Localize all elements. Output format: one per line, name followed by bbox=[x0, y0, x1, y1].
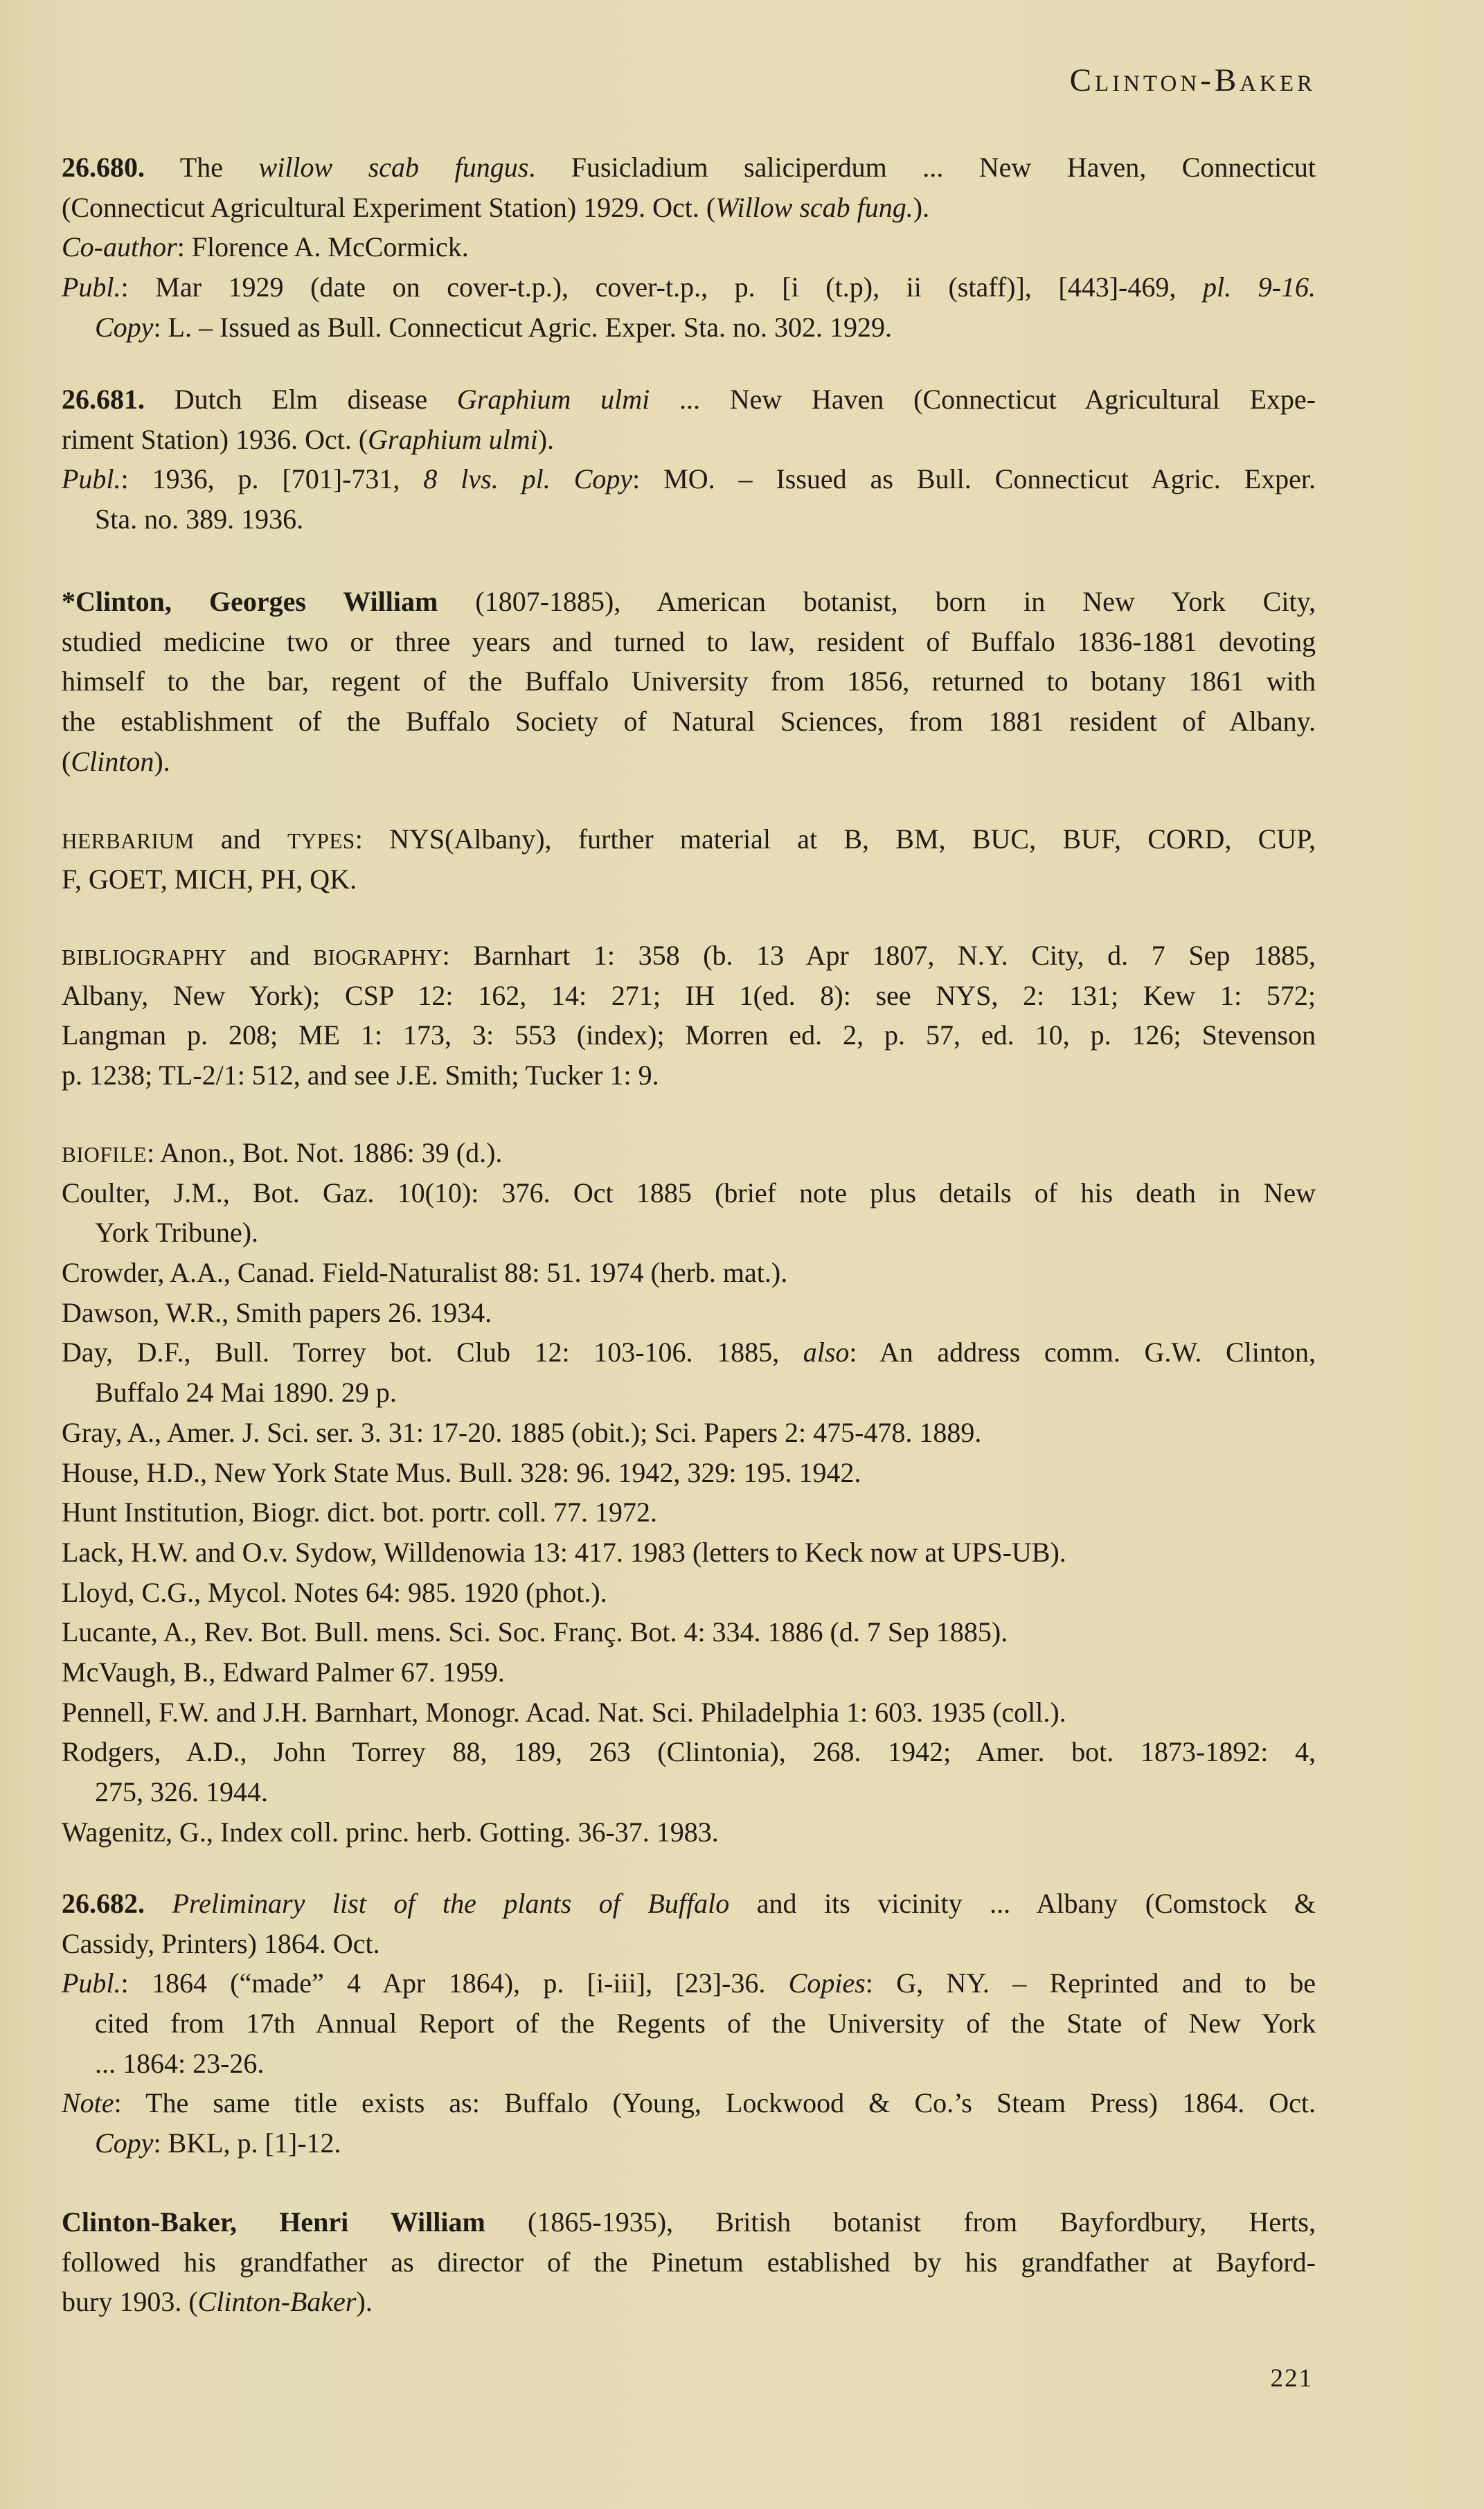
text-line bbox=[62, 582, 1316, 622]
italic-text: Co-author bbox=[62, 231, 177, 263]
text-run: ( bbox=[62, 745, 71, 777]
text-run: : An address comm. G.W. Clinton, bbox=[849, 1337, 1316, 1368]
text-run: ). bbox=[537, 423, 555, 455]
italic-text: Preliminary list of the plants of Buffalo bbox=[172, 1888, 730, 1919]
section-label: TYPES bbox=[287, 829, 355, 853]
text-run: (1865-1935), British botanist from Bayfordbury, Herts, bbox=[485, 2206, 1316, 2238]
text-line bbox=[62, 1492, 1316, 1533]
text-run: : BKL, p. [1]-12. bbox=[153, 2127, 341, 2159]
text-run: Lack, H.W. and O.v. Sydow, Willdenowia 13: 417. 1983 (letters to Keck now at UPS-UB). bbox=[62, 1536, 1066, 1568]
italic-text: Publ. bbox=[62, 1967, 121, 1999]
biography-clinton-baker bbox=[62, 2202, 1316, 2322]
text-run: Rodgers, A.D., John Torrey 88, 189, 263 (Clintonia), 268. 1942; Amer. bot. 1873-1892: 4, bbox=[62, 1736, 1316, 1768]
text-run: York Tribune). bbox=[95, 1217, 259, 1249]
entry-26-680 bbox=[62, 148, 1316, 347]
text-run: House, H.D., New York State Mus. Bull. 328: 96. 1942, 329: 195. 1942. bbox=[62, 1456, 861, 1488]
text-run: Coulter, J.M., Bot. Gaz. 10(10): 376. Oct 1885 (brief note plus details of his death in New bbox=[62, 1177, 1316, 1208]
text-run: Hunt Institution, Biogr. dict. bot. portr. coll. 77. 1972. bbox=[62, 1497, 657, 1528]
text-run: : Barnhart 1: 358 (b. 13 Apr 1807, N.Y. City, d. 7 Sep 1885, bbox=[442, 940, 1316, 971]
text-line bbox=[62, 976, 1316, 1016]
text-line bbox=[62, 1772, 1316, 1812]
italic-text: Copies bbox=[788, 1967, 866, 1999]
text-run: ). bbox=[913, 191, 930, 223]
text-line bbox=[62, 622, 1316, 662]
text-line bbox=[62, 1732, 1316, 1772]
text-line bbox=[62, 1652, 1316, 1693]
italic-text: Note bbox=[62, 2087, 114, 2119]
text-line bbox=[62, 1293, 1316, 1333]
text-line bbox=[62, 661, 1316, 702]
text-run: Day, D.F., Bull. Torrey bot. Club 12: 103-106. 1885, bbox=[62, 1337, 803, 1368]
text-run: (1807-1885), American botanist, born in New York City, bbox=[438, 586, 1316, 617]
italic-text: Graphium ulmi bbox=[368, 423, 538, 455]
section-label: BIOGRAPHY bbox=[313, 945, 442, 970]
bibliography-and-biography bbox=[62, 936, 1316, 1096]
page-number: 221 bbox=[1270, 2364, 1313, 2393]
text-line bbox=[62, 1533, 1316, 1573]
text-line bbox=[62, 2202, 1316, 2242]
text-run: himself to the bar, regent of the Buffalo University from 1856, returned to botany 1861 with bbox=[62, 666, 1316, 697]
text-line bbox=[62, 2282, 1316, 2322]
italic-text: pl. 9-16. bbox=[1202, 271, 1316, 303]
text-line bbox=[62, 420, 1316, 460]
text-line bbox=[62, 1173, 1316, 1213]
text-run: : MO. – Issued as Bull. Connecticut Agric. Exper. bbox=[632, 463, 1316, 495]
italic-text: Copy bbox=[95, 311, 154, 343]
text-run: : Florence A. McCormick. bbox=[177, 231, 469, 263]
text-run: ... 1864: 23-26. bbox=[95, 2047, 265, 2079]
text-run: Pennell, F.W. and J.H. Barnhart, Monogr. Acad. Nat. Sci. Philadelphia 1: 603. 1935 (coll.). bbox=[62, 1696, 1066, 1728]
text-run: : Anon., Bot. Not. 1886: 39 (d.). bbox=[147, 1137, 503, 1168]
text-line bbox=[62, 2123, 1316, 2163]
text-run: followed his grandfather as director of the Pinetum established by his grandfather at Bayford- bbox=[62, 2246, 1316, 2278]
text-run: F, GOET, MICH, PH, QK. bbox=[62, 863, 357, 895]
text-run: ... New Haven (Connecticut Agricultural Expe- bbox=[650, 384, 1316, 415]
italic-text: Copy bbox=[573, 463, 633, 495]
text-run: : Mar 1929 (date on cover-t.p.), cover-t.p., p. [i (t.p), ii (staff)], [443]-469, bbox=[120, 271, 1203, 303]
text-run: and bbox=[194, 823, 287, 855]
italic-text: Publ. bbox=[62, 271, 121, 303]
text-run: : G, NY. – Reprinted and to be bbox=[865, 1967, 1316, 1999]
text-line bbox=[62, 1963, 1316, 2003]
text-line bbox=[62, 1693, 1316, 1733]
text-line bbox=[62, 1253, 1316, 1293]
italic-text: Willow scab fung. bbox=[715, 191, 913, 223]
text-line bbox=[62, 1373, 1316, 1413]
entry-26-681 bbox=[62, 380, 1316, 539]
text-run: Dutch Elm disease bbox=[145, 384, 457, 415]
text-run: bury 1903. ( bbox=[62, 2286, 198, 2318]
text-line bbox=[62, 1133, 1316, 1173]
text-run bbox=[551, 463, 574, 494]
text-run: . Fusicladium saliciperdum ... New Haven, Connecticut bbox=[528, 152, 1316, 183]
text-run: ). bbox=[154, 745, 170, 777]
text-line bbox=[62, 1055, 1316, 1096]
text-run: Lloyd, C.G., Mycol. Notes 64: 985. 1920 (phot.). bbox=[62, 1576, 607, 1608]
text-line bbox=[62, 188, 1316, 228]
text-line bbox=[62, 2044, 1316, 2084]
italic-text: 8 lvs. pl. bbox=[423, 463, 551, 495]
text-run: Wagenitz, G., Index coll. princ. herb. Gotting. 36-37. 1983. bbox=[62, 1816, 719, 1848]
entry-26-682 bbox=[62, 1884, 1316, 2163]
running-head: Clinton-Baker bbox=[1069, 62, 1316, 98]
text-line bbox=[62, 2003, 1316, 2044]
text-line bbox=[62, 307, 1316, 348]
text-line bbox=[62, 380, 1316, 420]
text-run: Sta. no. 389. 1936. bbox=[95, 503, 304, 535]
text-line bbox=[62, 1453, 1316, 1493]
italic-text: Graphium ulmi bbox=[456, 384, 650, 415]
text-run: : L. – Issued as Bull. Connecticut Agric. Exper. Sta. no. 302. 1929. bbox=[153, 311, 892, 343]
bold-heading: Clinton-Baker, Henri William bbox=[62, 2206, 485, 2238]
italic-text: Publ. bbox=[62, 463, 121, 495]
text-run: Dawson, W.R., Smith papers 26. 1934. bbox=[62, 1296, 492, 1328]
text-run: ). bbox=[356, 2286, 373, 2318]
text-line bbox=[62, 1612, 1316, 1652]
text-run: Langman p. 208; ME 1: 173, 3: 553 (index); Morren ed. 2, p. 57, ed. 10, p. 126; Stevenson bbox=[62, 1019, 1316, 1051]
text-run: and its vicinity ... Albany (Comstock & bbox=[729, 1888, 1316, 1919]
text-line bbox=[62, 702, 1316, 742]
text-run: The bbox=[145, 152, 259, 183]
text-run: riment Station) 1936. Oct. ( bbox=[62, 423, 368, 455]
text-run bbox=[145, 1888, 172, 1919]
italic-text: also bbox=[803, 1337, 850, 1368]
text-line bbox=[62, 859, 1316, 900]
text-line bbox=[62, 1884, 1316, 1924]
text-run: cited from 17th Annual Report of the Regents of the University of the State of New York bbox=[95, 2008, 1316, 2039]
text-line bbox=[62, 499, 1316, 539]
italic-text: Clinton bbox=[71, 745, 154, 777]
italic-text: willow scab fungus bbox=[258, 152, 529, 183]
text-run: Lucante, A., Rev. Bot. Bull. mens. Sci. Soc. Franç. Bot. 4: 334. 1886 (d. 7 Sep 1885). bbox=[62, 1616, 1008, 1648]
bold-heading: 26.681. bbox=[62, 384, 145, 415]
text-run: : The same title exists as: Buffalo (Young, Lockwood & Co.’s Steam Press) 1864. Oct. bbox=[114, 2087, 1316, 2119]
text-run: McVaugh, B., Edward Palmer 67. 1959. bbox=[62, 1656, 505, 1688]
text-run: and bbox=[226, 940, 314, 971]
text-run: studied medicine two or three years and turned to law, resident of Buffalo 1836-1881 devoting bbox=[62, 625, 1316, 657]
text-line bbox=[62, 819, 1316, 859]
text-line bbox=[62, 1213, 1316, 1253]
section-label: BIOFILE bbox=[62, 1143, 147, 1167]
text-line bbox=[62, 1413, 1316, 1453]
section-label: BIBLIOGRAPHY bbox=[62, 945, 227, 970]
text-line bbox=[62, 459, 1316, 499]
text-run: Buffalo 24 Mai 1890. 29 p. bbox=[95, 1377, 397, 1409]
text-run: 275, 326. 1944. bbox=[95, 1776, 268, 1807]
text-line bbox=[62, 148, 1316, 188]
text-line bbox=[62, 1812, 1316, 1852]
italic-text: Clinton-Baker bbox=[197, 2286, 357, 2318]
section-label: HERBARIUM bbox=[62, 829, 195, 853]
text-run: Albany, New York); CSP 12: 162, 14: 271; IH 1(ed. 8): see NYS, 2: 131; Kew 1: 572; bbox=[62, 979, 1316, 1011]
text-run: the establishment of the Buffalo Society of Natural Sciences, from 1881 resident of Albany. bbox=[62, 706, 1316, 738]
text-line bbox=[62, 227, 1316, 267]
bold-heading: *Clinton, Georges William bbox=[62, 586, 438, 617]
text-run: Gray, A., Amer. J. Sci. ser. 3. 31: 17-20. 1885 (obit.); Sci. Papers 2: 475-478. 1889. bbox=[62, 1416, 982, 1448]
text-line bbox=[62, 1924, 1316, 1964]
bold-heading: 26.680. bbox=[62, 152, 145, 183]
text-run: p. 1238; TL-2/1: 512, and see J.E. Smith; Tucker 1: 9. bbox=[62, 1060, 659, 1091]
text-line bbox=[62, 267, 1316, 307]
text-line bbox=[62, 2242, 1316, 2283]
biography-clinton bbox=[62, 582, 1316, 781]
herbarium-and-types bbox=[62, 819, 1316, 899]
bold-heading: 26.682. bbox=[62, 1888, 145, 1919]
text-line bbox=[62, 1015, 1316, 1055]
text-line bbox=[62, 742, 1316, 782]
text-line bbox=[62, 2083, 1316, 2123]
text-run: : 1864 (“made” 4 Apr 1864), p. [i-iii], [23]-36. bbox=[120, 1967, 789, 1999]
text-line bbox=[62, 936, 1316, 976]
italic-text: Copy bbox=[95, 2127, 154, 2159]
text-run: : 1936, p. [701]-731, bbox=[120, 463, 424, 495]
text-run: Crowder, A.A., Canad. Field-Naturalist 88: 51. 1974 (herb. mat.). bbox=[62, 1257, 788, 1289]
text-run: Cassidy, Printers) 1864. Oct. bbox=[62, 1927, 380, 1959]
biofile bbox=[62, 1133, 1316, 1852]
text-run: : NYS(Albany), further material at B, BM, BUC, BUF, CORD, CUP, bbox=[355, 823, 1316, 855]
text-line bbox=[62, 1573, 1316, 1613]
text-line bbox=[62, 1332, 1316, 1373]
text-run: (Connecticut Agricultural Experiment Station) 1929. Oct. ( bbox=[62, 191, 716, 223]
